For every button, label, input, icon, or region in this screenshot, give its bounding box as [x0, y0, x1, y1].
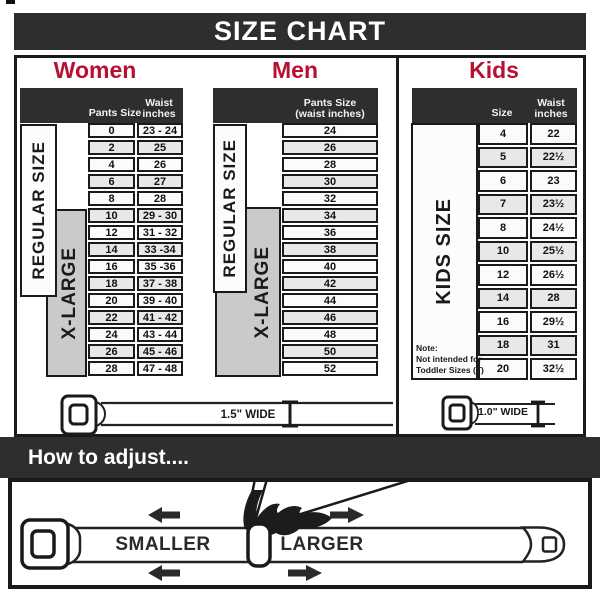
- size-cell: 12: [88, 225, 135, 240]
- size-cell: 46: [282, 310, 378, 325]
- size-cell: 18: [88, 276, 135, 291]
- title-bar: [14, 13, 586, 50]
- waist-cell: 26½: [530, 264, 577, 286]
- kids-heading: Kids: [469, 57, 519, 83]
- kids-belt-width-label: 1.0" WIDE: [478, 406, 528, 418]
- print-artifact: [6, 0, 15, 4]
- size-cell: 20: [478, 358, 528, 380]
- kids-size-table: [478, 123, 577, 380]
- men-col-header: Pants Size (waist inches): [295, 97, 365, 120]
- size-cell: 8: [478, 217, 528, 239]
- waist-cell: 39 - 40: [137, 293, 183, 308]
- waist-cell: 31: [530, 335, 577, 357]
- size-cell: 44: [282, 293, 378, 308]
- buckle-latch: [68, 524, 80, 564]
- size-cell: 14: [88, 242, 135, 257]
- size-cell: 24: [88, 327, 135, 342]
- kids-size-box: [411, 123, 484, 380]
- size-cell: 20: [88, 293, 135, 308]
- adult-belt-width-label: 1.5" WIDE: [220, 409, 276, 421]
- size-cell: 4: [478, 123, 528, 145]
- waist-cell: 28: [137, 191, 183, 206]
- men-xlarge-label: X-LARGE: [251, 245, 273, 339]
- belt-tip-hole: [543, 538, 556, 552]
- belt-slider-icon: [248, 524, 270, 566]
- adjust-heading: How to adjust....: [28, 446, 189, 469]
- waist-cell: 32½: [530, 358, 577, 380]
- kids-size-label: KIDS SIZE: [433, 198, 455, 305]
- waist-cell: 23½: [530, 194, 577, 216]
- larger-label: LARGER: [280, 534, 364, 555]
- waist-cell: 31 - 32: [137, 225, 183, 240]
- waist-cell: 22½: [530, 147, 577, 169]
- size-cell: 14: [478, 288, 528, 310]
- arrow-right-icon: [330, 507, 364, 523]
- size-cell: 36: [282, 225, 378, 240]
- waist-cell: 47 - 48: [137, 361, 183, 376]
- waist-cell: 27: [137, 174, 183, 189]
- waist-cell: 41 - 42: [137, 310, 183, 325]
- women-col1-header: Pants Size: [88, 107, 142, 119]
- waist-cell: 23 - 24: [137, 123, 183, 138]
- arrow-right-icon: [288, 565, 322, 581]
- size-cell: 28: [88, 361, 135, 376]
- waist-cell: 33 -34: [137, 242, 183, 257]
- buckle-inner-square: [32, 531, 54, 557]
- kids-note: Note: Not intended for Toddler Sizes (T): [416, 343, 484, 375]
- waist-cell: 26: [137, 157, 183, 172]
- men-size-table: [282, 123, 378, 376]
- men-regular-label: REGULAR SIZE: [220, 139, 239, 278]
- size-cell: 6: [88, 174, 135, 189]
- waist-cell: 45 - 46: [137, 344, 183, 359]
- size-cell: 26: [282, 140, 378, 155]
- waist-cell: 23: [530, 170, 577, 192]
- kids-col2-header: Waist inches: [534, 97, 568, 120]
- waist-cell: 24½: [530, 217, 577, 239]
- size-cell: 7: [478, 194, 528, 216]
- waist-cell: 22: [530, 123, 577, 145]
- women-heading: Women: [53, 57, 137, 83]
- buckle-inner-square: [70, 405, 87, 424]
- size-cell: 5: [478, 147, 528, 169]
- women-xlarge-label: X-LARGE: [59, 246, 80, 340]
- size-cell: 28: [282, 157, 378, 172]
- size-cell: 30: [282, 174, 378, 189]
- women-col2-header: Waist inches: [142, 97, 176, 120]
- size-cell: 2: [88, 140, 135, 155]
- kids-table-header: [412, 88, 577, 123]
- size-cell: 34: [282, 208, 378, 223]
- adjust-title-bar: [0, 437, 600, 478]
- men-regular-box: [213, 124, 247, 293]
- waist-cell: 25½: [530, 241, 577, 263]
- waist-cell: 29 - 30: [137, 208, 183, 223]
- size-cell: 12: [478, 264, 528, 286]
- size-cell: 26: [88, 344, 135, 359]
- waist-cell: 37 - 38: [137, 276, 183, 291]
- waist-cell: 29½: [530, 311, 577, 333]
- arrow-left-icon: [148, 507, 180, 523]
- women-size-table: [88, 123, 183, 376]
- size-cell: 16: [88, 259, 135, 274]
- women-table-header: [20, 88, 183, 123]
- kids-col1-header: Size: [491, 107, 513, 119]
- men-table-header: [213, 88, 378, 123]
- page-title: SIZE CHART: [214, 16, 386, 46]
- size-cell: 16: [478, 311, 528, 333]
- waist-cell: 25: [137, 140, 183, 155]
- size-cell: 0: [88, 123, 135, 138]
- waist-cell: 35 -36: [137, 259, 183, 274]
- arrow-left-icon: [148, 565, 180, 581]
- size-cell: 4: [88, 157, 135, 172]
- size-cell: 6: [478, 170, 528, 192]
- size-cell: 40: [282, 259, 378, 274]
- size-cell: 52: [282, 361, 378, 376]
- women-regular-box: [20, 124, 57, 297]
- smaller-label: SMALLER: [115, 534, 211, 555]
- men-heading: Men: [272, 57, 318, 83]
- size-cell: 22: [88, 310, 135, 325]
- size-cell: 10: [88, 208, 135, 223]
- kids-section-divider: [396, 58, 399, 434]
- size-cell: 38: [282, 242, 378, 257]
- size-cell: 24: [282, 123, 378, 138]
- size-cell: 48: [282, 327, 378, 342]
- size-cell: 18: [478, 335, 528, 357]
- size-cell: 8: [88, 191, 135, 206]
- women-regular-label: REGULAR SIZE: [28, 141, 48, 280]
- buckle-inner-square: [450, 405, 464, 421]
- size-cell: 32: [282, 191, 378, 206]
- waist-cell: 43 - 44: [137, 327, 183, 342]
- size-cell: 10: [478, 241, 528, 263]
- waist-cell: 28: [530, 288, 577, 310]
- size-cell: 42: [282, 276, 378, 291]
- size-cell: 50: [282, 344, 378, 359]
